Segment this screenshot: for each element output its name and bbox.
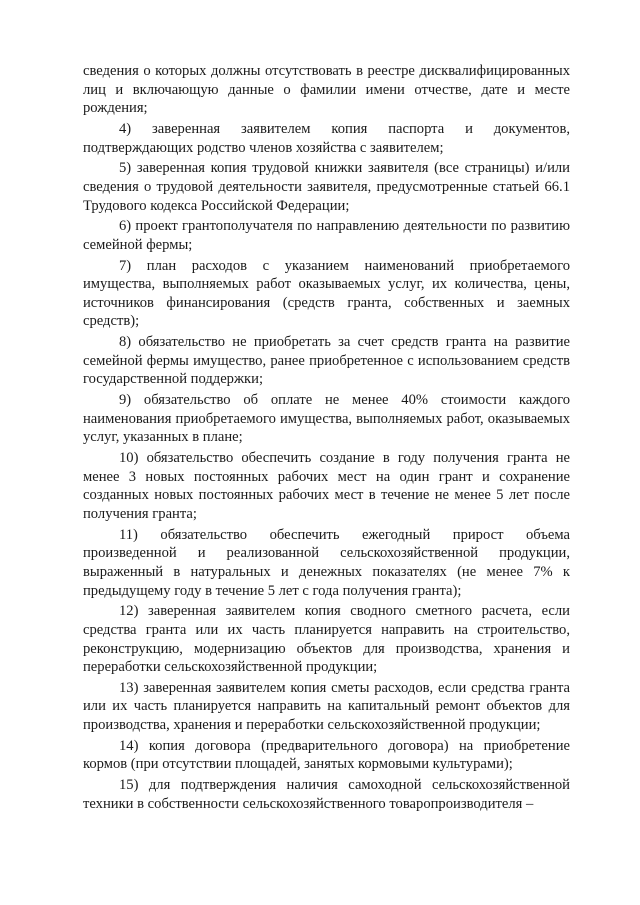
list-item-9: 9) обязательство об оплате не менее 40% стоимости каждого наименования приобретаемого имущества, выполняемых работ, оказываемых услуг, указанных в плане; <box>83 392 570 446</box>
list-item-11: 11) обязательство обеспечить ежегодный прирост объема произведенной и реализованной сельскохозяйственной продукции, выраженный в натуральных и денежных показателях (не менее 7% к предыдущему году в течение 5 лет с года получения гранта); <box>83 526 570 599</box>
list-item-4: 4) заверенная заявителем копия паспорта и документов, подтверждающих родство членов хозяйства с заявителем; <box>83 120 570 156</box>
list-item-13: 13) заверенная заявителем копия сметы расходов, если средства гранта или их часть планируется направить на капитальный ремонт объектов для производства, хранения и переработки сельскохозяйственной продукции; <box>83 679 570 734</box>
list-item-12: 12) заверенная заявителем копия сводного сметного расчета, если средства гранта или их часть планируется направить на строительство, реконструкцию, модернизацию объектов для производства, хранения и переработки сельскохозяйственной продукции; <box>83 603 570 676</box>
list-item-8: 8) обязательство не приобретать за счет средств гранта на развитие семейной фермы имущество, ранее приобретенное с использованием средств государственной поддержки; <box>83 334 570 388</box>
list-item-7: 7) план расходов с указанием наименований приобретаемого имущества, выполняемых работ оказываемых услуг, их количества, цены, источников финансирования (средств гранта, собственных и заемных средств); <box>83 257 570 330</box>
document-body <box>83 62 570 816</box>
list-item-5: 5) заверенная копия трудовой книжки заявителя (все страницы) и/или сведения о трудовой деятельности заявителя, предусмотренные статьей 66.1 Трудового кодекса Российской Федерации; <box>83 160 570 214</box>
paragraph-continuation: сведения о которых должны отсутствовать в реестре дисквалифицированных лиц и включающую данные о фамилии имени отчестве, дате и месте рождения; <box>83 63 570 117</box>
list-item-14: 14) копия договора (предварительного договора) на приобретение кормов (при отсутствии площадей, занятых кормовыми культурами); <box>83 737 570 773</box>
list-item-6: 6) проект грантополучателя по направлению деятельности по развитию семейной фермы; <box>83 218 570 253</box>
list-item-10: 10) обязательство обеспечить создание в году получения гранта не менее 3 новых постоянных рабочих мест на один грант и сохранение созданных новых постоянных рабочих мест в течение не менее 5 лет после получения гранта; <box>83 450 570 522</box>
list-item-15: 15) для подтверждения наличия самоходной сельскохозяйственной техники в собственности сельскохозяйственного товаропроизводителя – <box>83 777 570 812</box>
